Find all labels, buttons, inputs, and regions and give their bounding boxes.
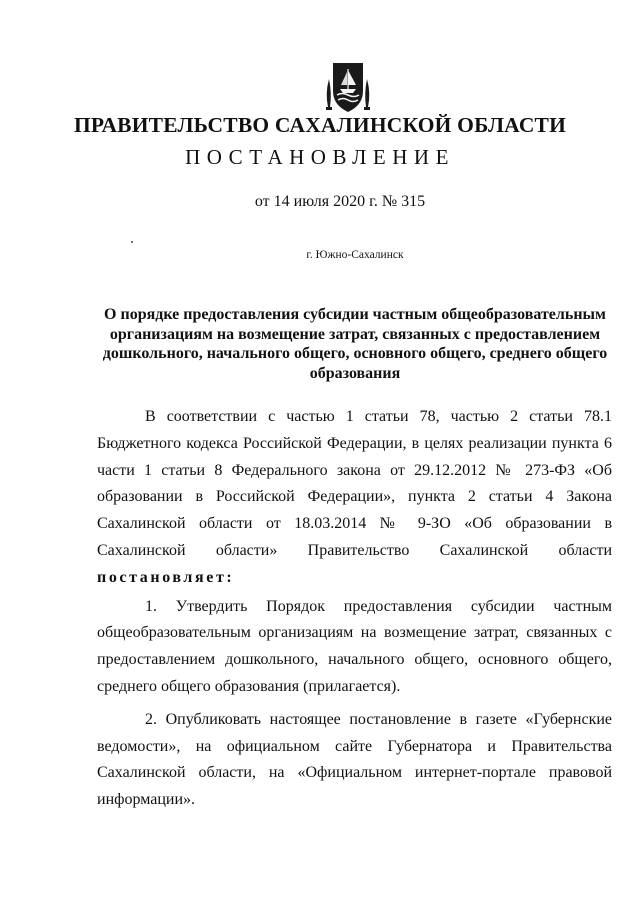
document-body bbox=[97, 404, 612, 820]
scan-dot bbox=[131, 241, 133, 243]
document-heading: О порядке предоставления субсидии частным общеобразовательным организациям на возмещение затрат, связанных с предоставлением дошкольного, начального общего, основного общего, среднего общего образования bbox=[102, 306, 608, 382]
document-date-number: от 14 июля 2020 г. № 315 bbox=[254, 193, 426, 210]
decree-item-1: 1. Утвердить Порядок предоставления субсидии частным общеобразовательным организациям на возмещение затрат, связанных с предоставлением дошкольного, начального общего, основного общего, среднего общего образования (прилагается). bbox=[97, 597, 612, 695]
organization-title: ПРАВИТЕЛЬСТВО САХАЛИНСКОЙ ОБЛАСТИ bbox=[73, 113, 567, 137]
decree-item-2: 2. Опубликовать настоящее постановление в газете «Губернские ведомости», на официальном сайте Губернатора и Правительства Сахалинской области, на «Официальном интернет-портале правовой информации». bbox=[97, 710, 612, 809]
document-city: г. Южно-Сахалинск bbox=[306, 249, 404, 261]
decree-word: постановляет: bbox=[97, 568, 235, 586]
sakhalin-coat-of-arms-icon bbox=[323, 57, 373, 115]
preamble-paragraph bbox=[97, 404, 612, 592]
document-type: ПОСТАНОВЛЕНИЕ bbox=[185, 145, 455, 169]
preamble-text: В соответствии с частью 1 статьи 78, частью 2 статьи 78.1 Бюджетного кодекса Российской Федерации, в целях реализации пункта 6 части 1 статьи 8 Федерального закона от 29.12.2012 № 273-ФЗ «Об образовании в Российской Федерации», пункта 2 статьи 4 Закона Сахалинской области от 18.03.2014 № 9-ЗО «Об образовании в Сахалинской области» Правительство Сахалинской области bbox=[97, 408, 612, 559]
